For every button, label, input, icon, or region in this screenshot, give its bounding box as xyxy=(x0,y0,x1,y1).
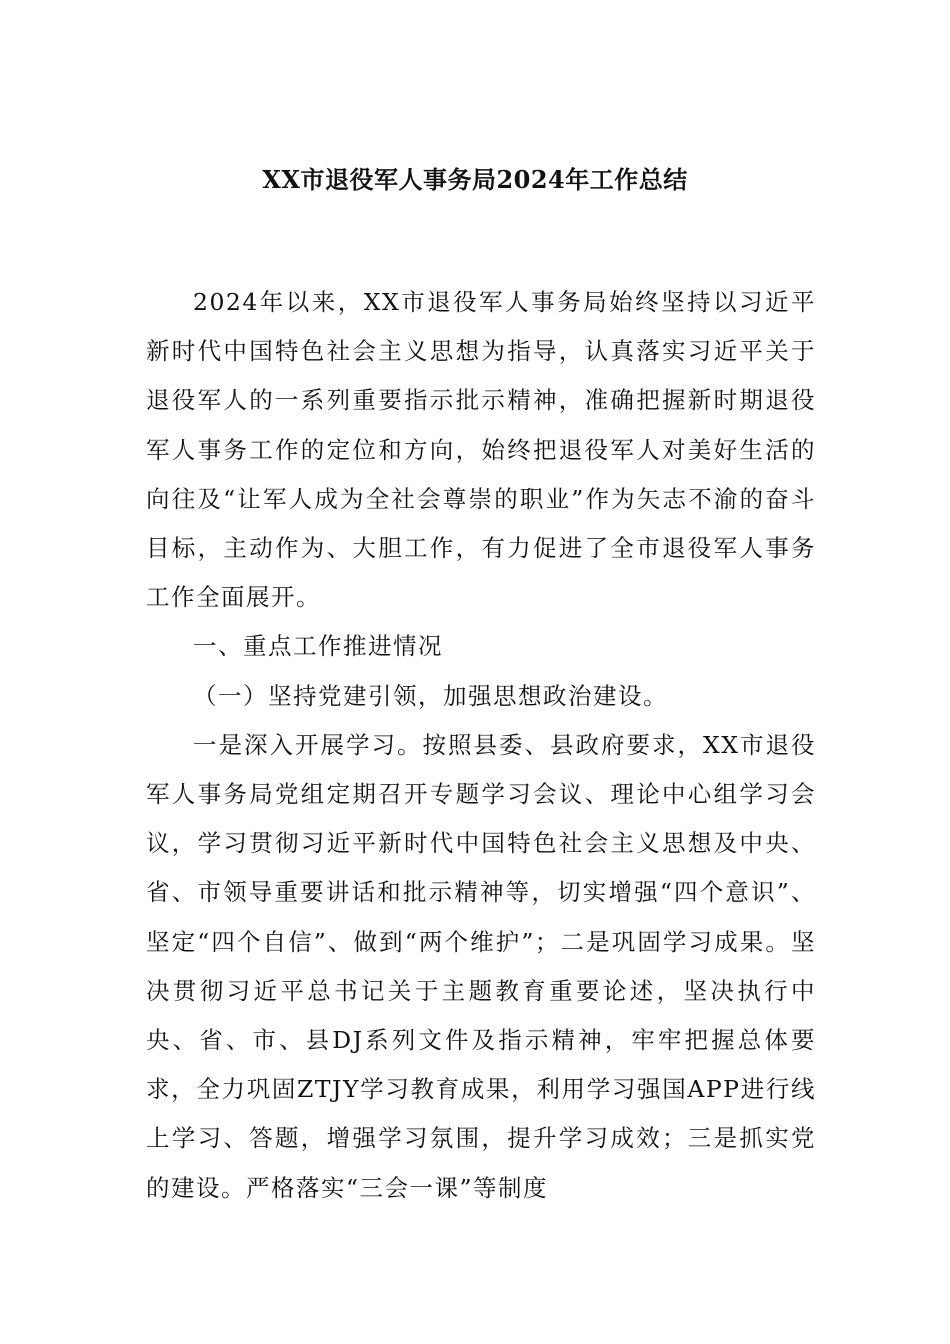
document-body xyxy=(146,278,816,1213)
document-title: XX市退役军人事务局2024年工作总结 xyxy=(262,165,688,194)
section-heading: 一、重点工作推进情况 xyxy=(193,632,443,661)
subsection-heading: （一）坚持党建引领，加强思想政治建设。 xyxy=(193,681,668,710)
intro-paragraph: 2024年以来，XX市退役军人事务局始终坚持以习近平新时代中国特色社会主义思想为指导，认真落实习近平关于退役军人的一系列重要指示批示精神，准确把握新时期退役军人事务工作的定位和方向，始终把退役军人对美好生活的向往及“让军人成为全社会尊崇的职业”作为矢志不渝的奋斗目标，主动作为、大胆工作，有力促进了全市退役军人事务工作全面展开。 xyxy=(146,288,816,612)
body-paragraph: 一是深入开展学习。按照县委、县政府要求，XX市退役军人事务局党组定期召开专题学习会议、理论中心组学习会议，学习贯彻习近平新时代中国特色社会主义思想及中央、省、市领导重要讲话和批示精神等，切实增强“四个意识”、坚定“四个自信”、做到“两个维护”；二是巩固学习成果。坚决贯彻习近平总书记关于主题教育重要论述，坚决执行中央、省、市、县DJ系列文件及指示精神，牢牢把握总体要求，全力巩固ZTJY学习教育成果，利用学习强国APP进行线上学习、答题，增强学习氛围，提升学习成效；三是抓实党的建设。严格落实“三会一课”等制度 xyxy=(146,730,816,1202)
